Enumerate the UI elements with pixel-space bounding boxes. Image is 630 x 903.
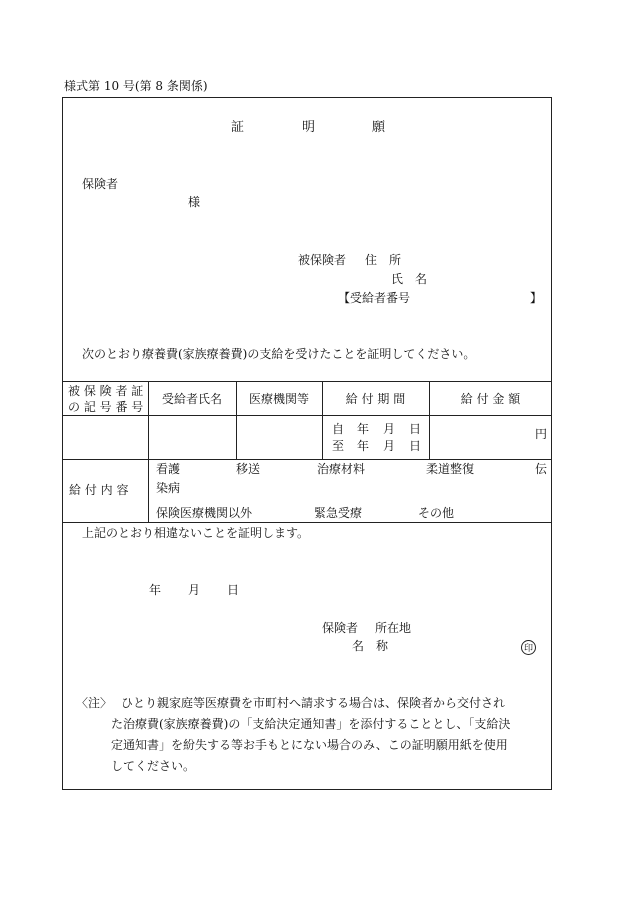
request-statement: 次のとおり療養費(家族療養費)の支給を受けたことを証明してください。 [82,347,476,361]
period-to-year: 年 [357,439,370,453]
certification-statement: 上記のとおり相違ないことを証明します。 [82,526,310,540]
table-row-rule [62,459,552,460]
note-line-4: してください。 [111,759,196,773]
title-char-3: 願 [372,120,386,135]
beneficiary-number-close: 】 [530,291,543,305]
header-benefit-period: 給 付 期 間 [345,392,406,406]
insured-address-label: 住 所 [365,253,402,267]
period-to-month: 月 [383,439,396,453]
table-top-rule [62,381,552,382]
form-code: 様式第 10 号(第 8 条関係) [64,79,208,93]
content-materials: 治療材料 [317,462,366,476]
header-insured-card-line1: 被 保 険 者 証 [68,384,144,398]
recipient-honorific: 様 [188,195,201,209]
table-bottom-rule [62,522,552,523]
content-other: その他 [418,506,455,520]
certificate-frame [62,97,552,790]
content-outside-institution: 保険医療機関以外 [156,506,253,520]
note-line-3: 定通知書」を紛失する等お手もとにない場合のみ、この証明願用紙を使用 [111,738,508,752]
period-to-day: 日 [409,439,422,453]
header-medical-institution: 医療機関等 [248,392,309,406]
note-line-2: た治療費(家族療養費)の「支給決定通知書」を添付することとし、「支給決 [111,717,511,731]
seal-mark: 印 [521,640,536,655]
amount-yen-unit: 円 [535,427,548,441]
note-label: 〈注〉 [76,696,113,710]
insurer-location-label: 所在地 [375,621,412,635]
content-transport: 移送 [236,462,261,476]
period-to-label: 至 [332,439,345,453]
period-from-day: 日 [409,422,422,436]
period-from-year: 年 [357,422,370,436]
content-infectious-2: 染病 [156,481,181,495]
header-insured-card-line2: の 記 号 番 号 [68,400,144,414]
date-month: 月 [188,583,201,597]
insurer-label: 保険者 [322,621,359,635]
table-content-divider [148,459,149,522]
header-benefit-amount: 給 付 金 額 [460,392,521,406]
insurer-name-label: 名 称 [352,639,389,653]
beneficiary-number-open: 【受給者番号 [338,291,411,305]
content-infectious-1: 伝 [535,462,548,476]
date-year: 年 [149,583,162,597]
insured-label: 被保険者 [298,253,347,267]
content-nursing: 看護 [156,462,181,476]
content-judo: 柔道整復 [426,462,475,476]
title-char-2: 明 [302,120,316,135]
content-emergency: 緊急受療 [314,506,363,520]
header-beneficiary-name: 受給者氏名 [161,392,222,406]
date-day: 日 [227,583,240,597]
table-header-rule [62,415,552,416]
content-label: 給 付 内 容 [69,483,129,497]
insured-name-label: 氏 名 [391,272,428,286]
title-char-1: 証 [231,120,245,135]
note-line-1: ひとり親家庭等医療費を市町村へ請求する場合は、保険者から交付され [121,696,506,710]
recipient-label: 保険者 [82,177,119,191]
period-from-label: 自 [332,422,345,436]
period-from-month: 月 [383,422,396,436]
